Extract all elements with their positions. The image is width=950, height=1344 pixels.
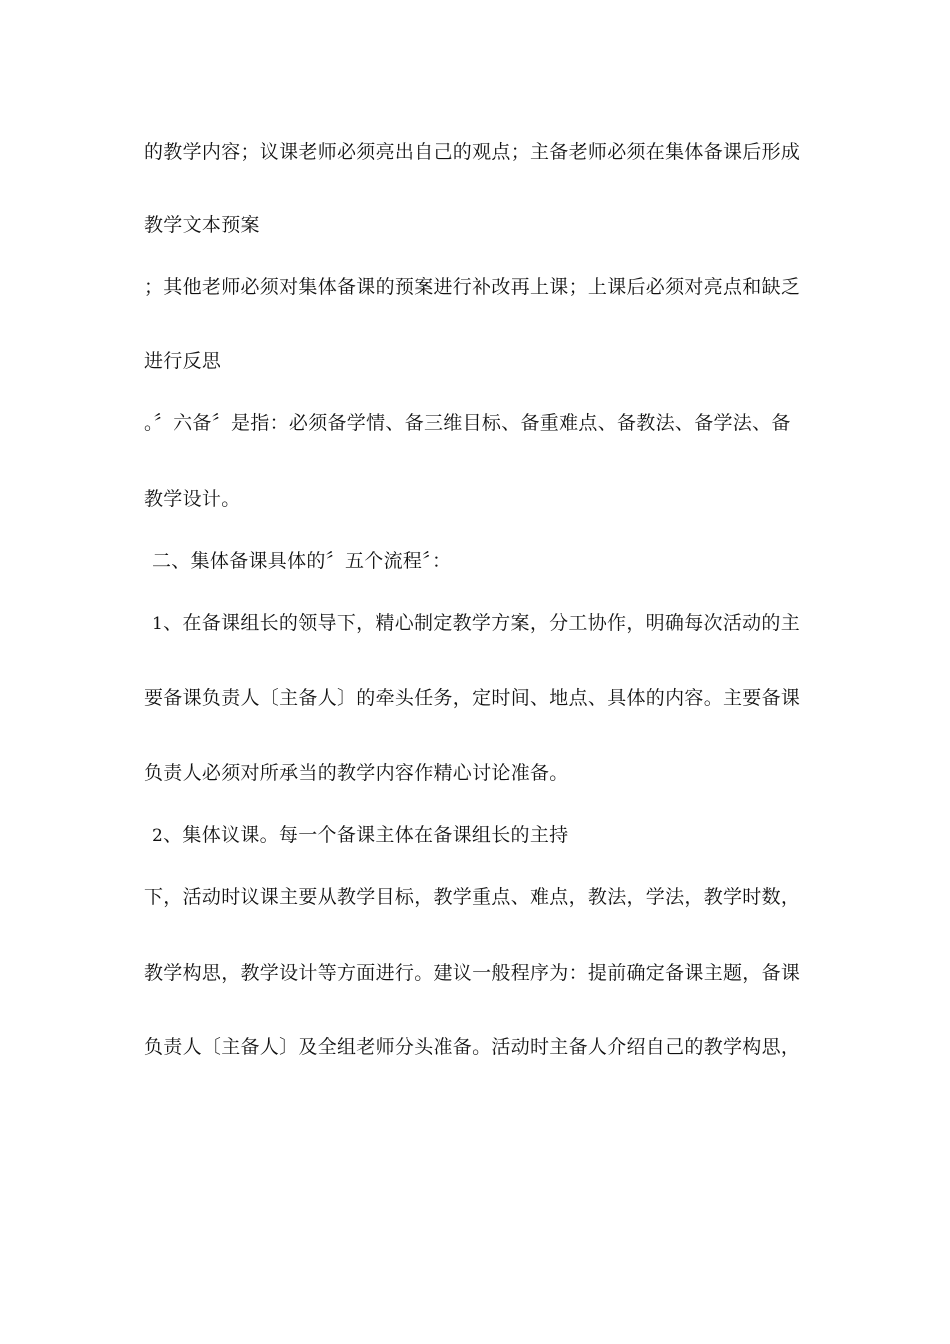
list-item-text: 、在备课组长的领导下，精心制定教学方案，分工协作，明确每次活动的主: [163, 612, 801, 634]
paragraph-line: 下，活动时议课主要从教学目标，教学重点、难点，教法，学法，教学时数，: [144, 886, 801, 908]
paragraph-line: 负责人〔主备人〕及全组老师分头准备。活动时主备人介绍自己的教学构思，: [144, 1036, 801, 1058]
paragraph-line: 教学设计。: [144, 488, 241, 510]
paragraph-line: 负责人必须对所承当的教学内容作精心讨论准备。: [144, 762, 569, 784]
list-number: 1: [152, 614, 164, 634]
paragraph-line: 进行反思: [144, 350, 222, 372]
paragraph-line: 教学构思，教学设计等方面进行。建议一般程序为：提前确定备课主题，备课: [144, 962, 801, 984]
list-item-1: [152, 611, 812, 636]
paragraph-line: 的教学内容；议课老师必须亮出自己的观点；主备老师必须在集体备课后形成: [144, 141, 801, 163]
paragraph-line: 教学文本预案: [144, 214, 260, 236]
list-number: 2: [152, 826, 164, 846]
list-item-text: 、集体议课。每一个备课主体在备课组长的主持: [163, 824, 569, 846]
paragraph-line: ；其他老师必须对集体备课的预案进行补改再上课；上课后必须对亮点和缺乏: [144, 276, 801, 298]
paragraph-line: 要备课负责人〔主备人〕的牵头任务，定时间、地点、具体的内容。主要备课: [144, 687, 801, 709]
section-heading: 二、集体备课具体的〞五个流程〞：: [152, 550, 452, 572]
list-item-2: [152, 823, 812, 848]
paragraph-line: 。〞六备〞是指：必须备学情、备三维目标、备重难点、备教法、备学法、备: [144, 412, 791, 434]
